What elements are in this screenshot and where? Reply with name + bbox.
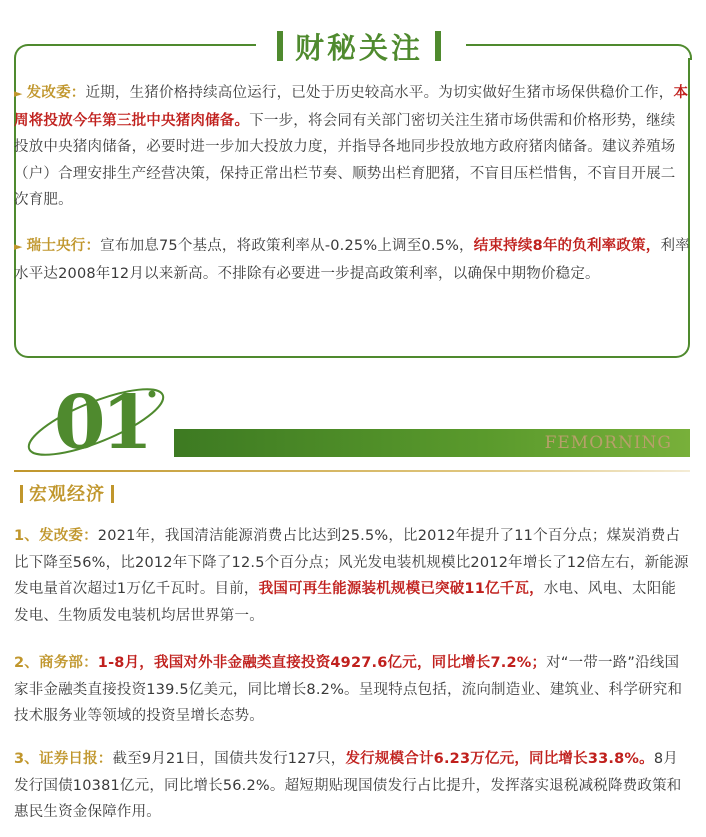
macro-highlight: 我国可再生能源装机规模已突破11亿千瓦， [258,581,544,597]
heading-bar-left [277,31,283,61]
finance-focus-title: 财秘关注 [294,30,423,65]
section-number: 01 [54,380,149,466]
divider [14,470,690,472]
arrow-icon: ► [14,240,23,253]
heading-bar-right [435,31,441,61]
title-bar-left [20,485,23,503]
card-border-top-left [14,44,256,60]
macro-item-label: 1、发改委： [14,528,98,544]
macro-highlight: 发行规模合计6.23万亿元，同比增长33.8%。 [345,751,654,767]
macro-text: 对“一带一路”沿线国家非金融类直接投资139.5亿美元，同比增长8.2%。呈现特点包括，流向制造业、建筑业、科学研究和技术服务业等领域的投资呈增长态势。 [14,655,683,724]
focus-highlight: 本周将投放今年第三批中央猪肉储备。 [14,85,689,129]
macro-item-3 [14,746,690,826]
focus-highlight: 结束持续8年的负利率政策， [473,238,661,254]
macro-item-label: 2、商务部： [14,655,98,671]
macro-item-2 [14,650,690,730]
section-title-text: 宏观经济 [29,484,105,505]
macro-item-label: 3、证券日报： [14,751,113,767]
section-banner [174,429,690,457]
macro-item-1 [14,523,690,629]
focus-item-snb [14,233,690,287]
macro-text: 2021年，我国清洁能源消费占比达到25.5%，比2012年提升了11个百分点；煤炭消费占比下降至56%，比2012年下降了12.5个百分点；风光发电装机规模比2012年增长了12倍左右，新能源发电量首次超过1万亿千瓦时。目前， [14,528,689,597]
focus-text: 利率水平达2008年12月以来新高。不排除有必要进一步提高政策利率，以确保中期物价稳定。 [14,238,690,282]
macro-text: 水电、风电、太阳能发电、生物质发电装机均居世界第一。 [14,581,677,624]
card-border-bottom [14,318,690,358]
card-border-top-right [466,44,692,60]
finance-focus-header [254,26,464,66]
banner-text: FEMORNING [544,433,672,453]
focus-text: 下一步，将会同有关部门密切关注生猪市场供需和价格形势，继续投放中央猪肉储备，必要时进一步加大投放力度，并指导各地同步投放地方政府猪肉储备。建议养殖场（户）合理安排生产经营决策，保持正常出栏节奏、顺势出栏育肥猪，不盲目压栏惜售，不盲目开展二次育肥。 [14,112,676,208]
focus-text: 宣布加息75个基点，将政策利率从-0.25%上调至0.5%， [100,238,474,254]
macro-text: 8月发行国债10381亿元，同比增长56.2%。超短期贴现国债发行占比提升，发挥落实退税减税降费政策和惠民生资金保障作用。 [14,751,682,820]
macro-text: 截至9月21日，国债共发行127只， [112,751,346,767]
focus-item-label: 瑞士央行： [26,238,101,254]
macro-highlight: 1-8月，我国对外非金融类直接投资4927.6亿元，同比增长7.2%； [97,655,547,671]
section-title [14,480,120,506]
arrow-icon: ► [14,87,23,100]
title-bar-right [111,485,114,503]
focus-item-ndrc [14,80,690,214]
focus-text: 近期，生猪价格持续高位运行，已处于历史较高水平。为切实做好生猪市场保供稳价工作， [85,85,674,101]
focus-item-label: 发改委： [26,85,86,101]
